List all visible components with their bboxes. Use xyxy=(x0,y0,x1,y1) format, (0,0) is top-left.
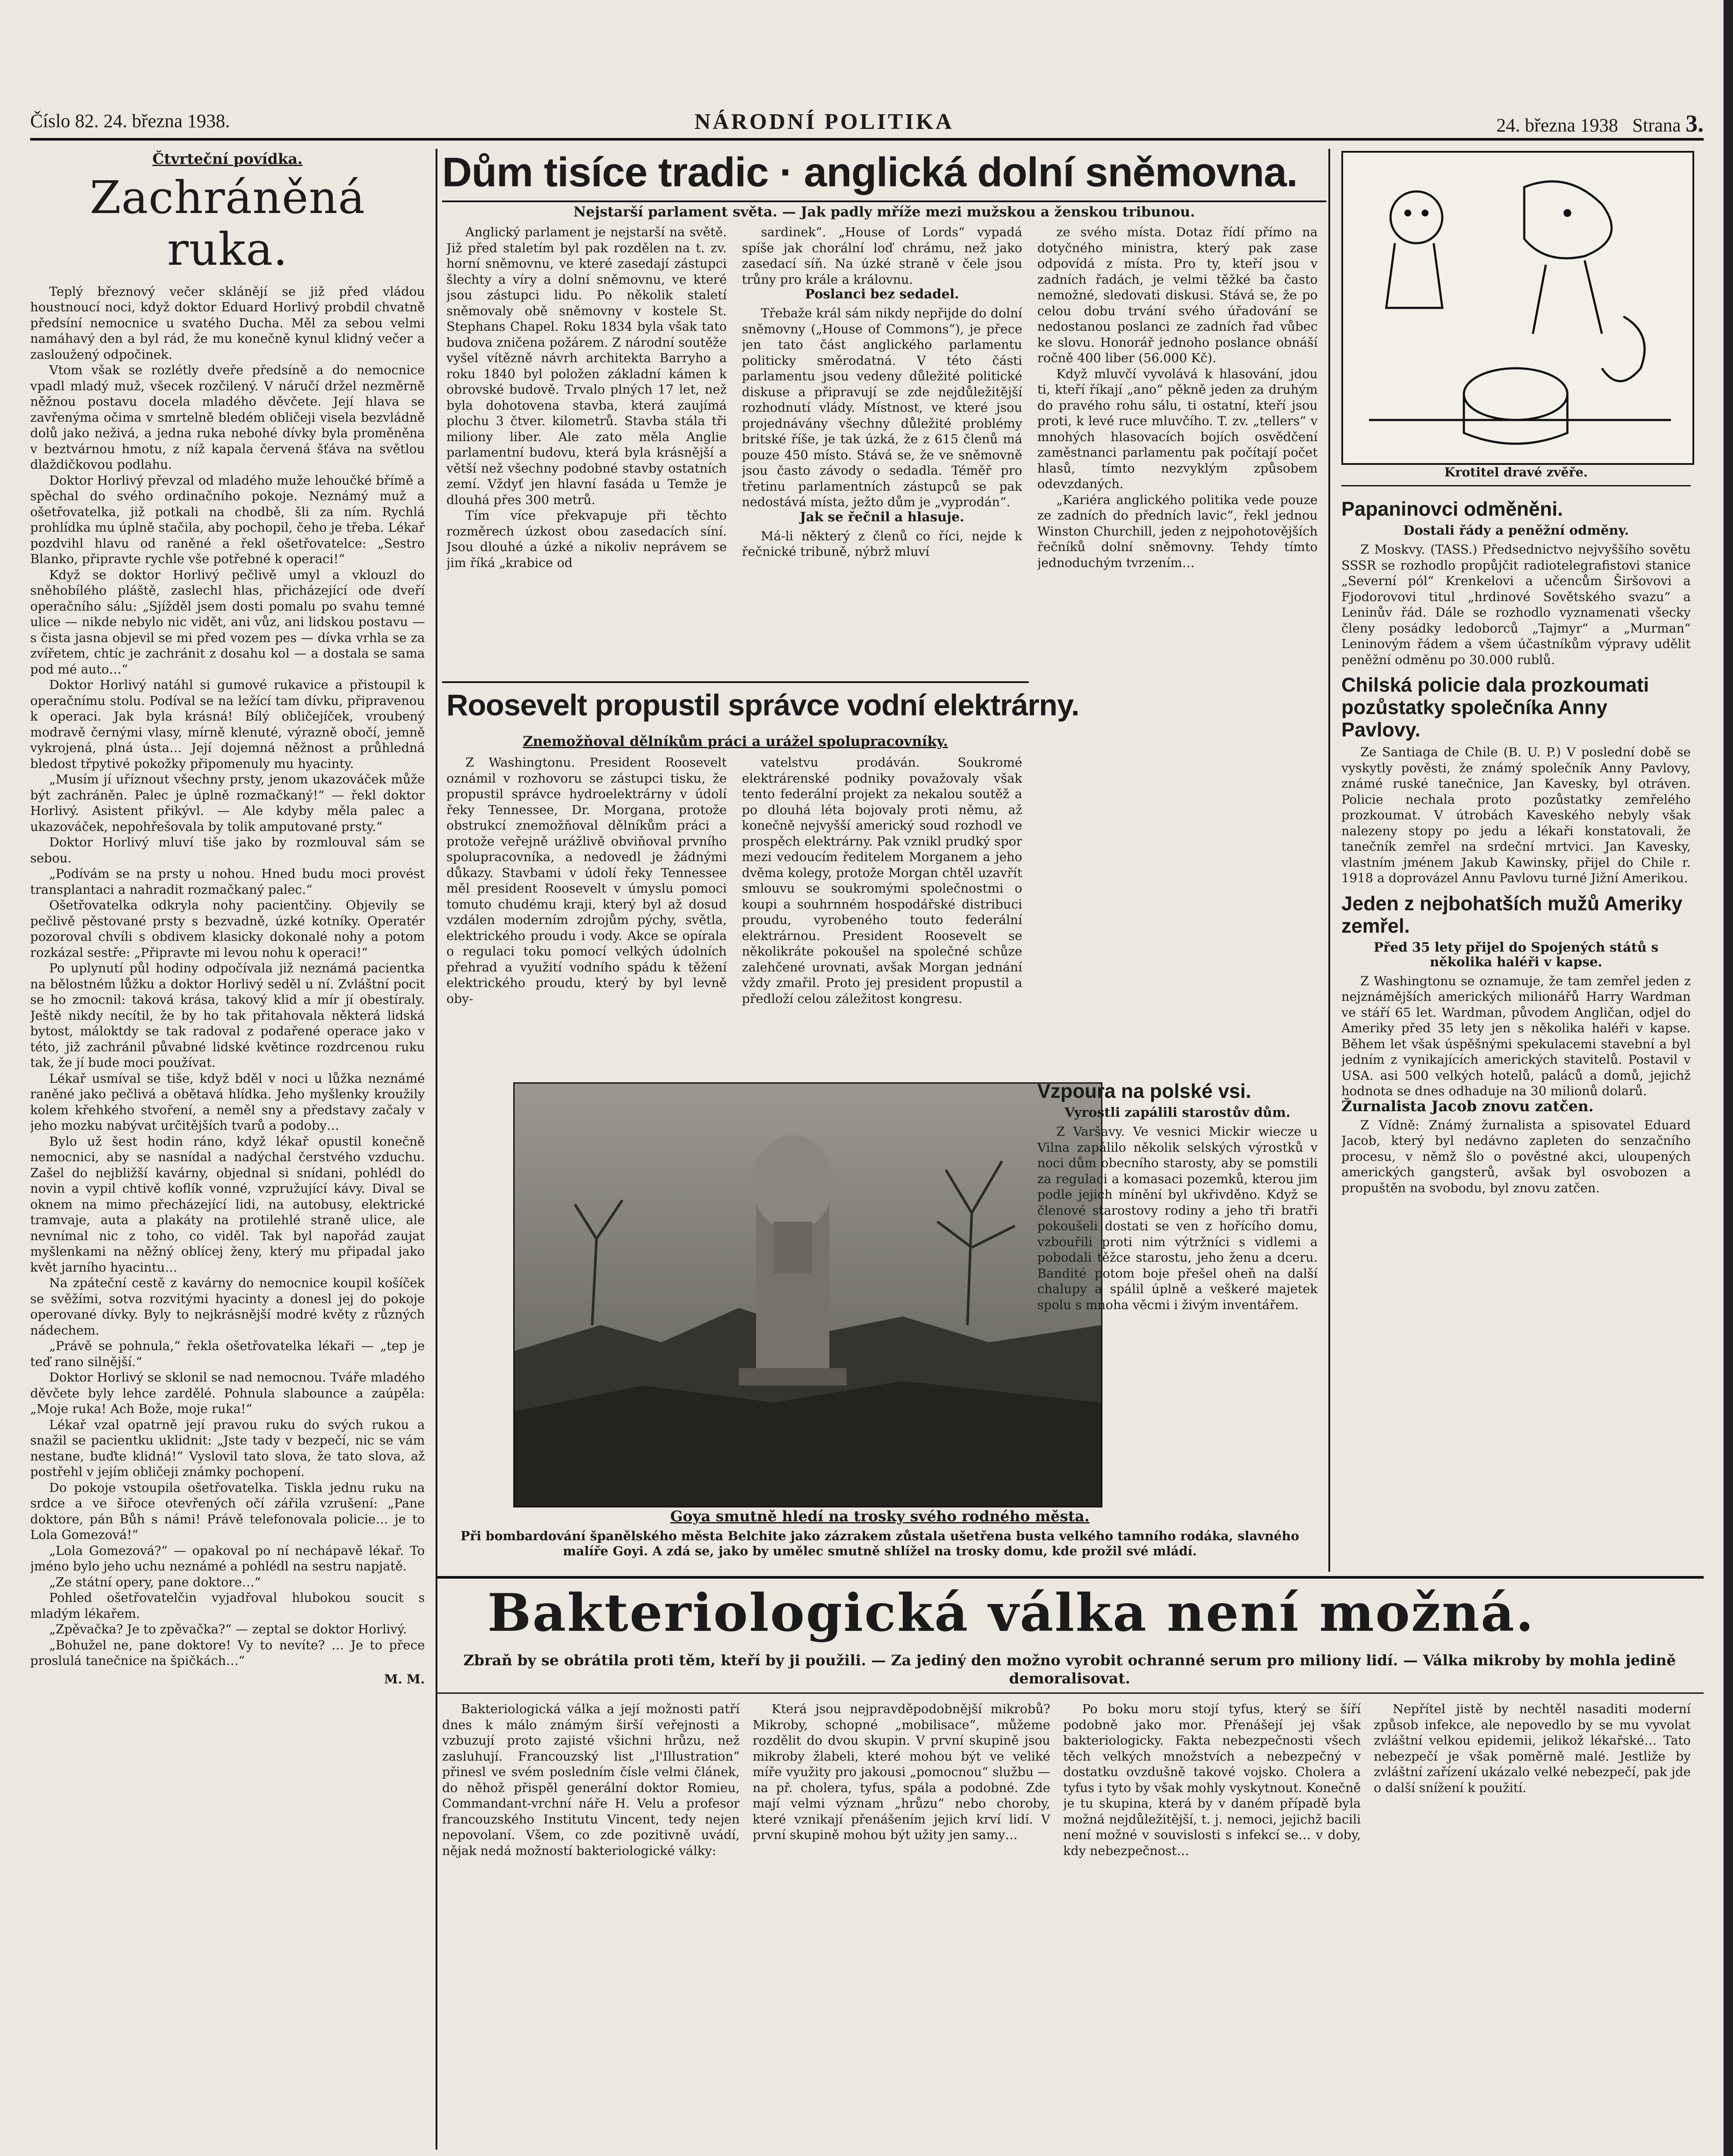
cartoon-frame xyxy=(1341,151,1694,465)
bacteria-col-4 xyxy=(1374,1701,1691,2145)
jacob-headline: Žurnalista Jacob znovu zatčen. xyxy=(1341,1097,1594,1115)
story-paragraph: Lékař usmíval se tiše, když bděl v noci u lůžka neznámé raněné jako pečlivá a obětavá hlídka. Jeho myšlenky kroužily kolem křehkého stvoření, a neměl sny a představy začaly v jeho mozku nabývat určitějších tvarů a podoby… xyxy=(30,1071,425,1133)
column-rule-2 xyxy=(1328,149,1330,1572)
story-kicker: Čtvrteční povídka. xyxy=(152,150,303,168)
cartoon-rule xyxy=(1341,485,1691,486)
papanin-text: Z Moskvy. (TASS.) Předsednictvo nejvyššího sovětu SSSR se rozhodlo propůjčit radiotelegrafistovi stanice „Severní pól“ Krenkelovi a učencům Širšovovi a Fjodorovovi titul „hrdinové Sovětského svazu“ a Leninův řád. Dále se rozhodlo vyznamenati všecky členy posádky ledoborců „Tajmyr“ a „Murman“ Leninovým řádem a všem účastníkům výpravy udělit peněžní odměnu po 30.000 rublů. xyxy=(1341,542,1691,667)
bacteria-rule-top xyxy=(436,1576,1704,1579)
photo-illustration xyxy=(515,1084,1101,1506)
photo-caption-body: Při bombardování španělského města Belchite jako zázrakem zůstala ušetřena busta velkého tamního rodáka, slavného malíře Goyi. A zdá se, jako by umělec smutně shlížel na trosky domu, kde prožil své mládí. xyxy=(460,1529,1300,1558)
vzpoura-subhead: Vyrostli zapálili starostův dům. xyxy=(1064,1105,1290,1120)
header-rule xyxy=(30,138,1704,141)
roosevelt-paragraph: vatelstvu prodáván. Soukromé elektrárenské podniky považovaly však tento federální projekt za nekalou soutěž a po dlouhá léta bojovaly proti němu, až konečně nejvyšší americký soud rozhodl ve prospěch elektrárny. Pak vznikl prudký spor mezi vedoucím ředitelem Morganem a jeho dvěma kolegy, protože Morgan chtěl uzavřít smlouvu se soukromými společnostmi o koupi a souhrnném hospodářské distribuci proudu, vyrobeného touto federální elektrárnou. President Roosevelt se několikráte pokoušel na společné schůze zalehčené urovnati, avšak Morgan jednání vždy zmařil. Proto jej president propustil a předloží celou záležitost kongresu. xyxy=(742,755,1022,1006)
paper-name: NÁRODNÍ POLITIKA xyxy=(694,110,954,134)
vzpoura-column xyxy=(1037,1074,1318,1570)
right-column xyxy=(1341,492,1691,1570)
story-paragraph: „Lola Gomezová?“ — opakoval po ní nechápavě lékař. To jméno bylo jeho uchu neznámé a pohlédl na sestru napjatě. xyxy=(30,1543,425,1573)
commons-paragraph: Anglický parlament je nejstarší na světě. Již před staletím byl pak rozdělen na t. zv. horní sněmovnu, ve které zasedají zástupci šlechty a víry a dolní sněmovnu, ve které jsou zástupci lidu. Po několik staletí sněmovaly obě sněmovny v kostele St. Stephans Chapel. Roku 1834 byla však tato budova zničena požárem. Z národní soutěže vyšel vítězně návrh architekta Barryho a roku 1840 byl položen základní kámen k obrovské budově. Trvalo plných 17 let, než byla dohotovena stavba, která zaujímá plochu 3 čtver. kilometrů. Stavba stála tři miliony liber. Ale zato měla Anglie parlamentní budovu, která byla krásnější a větší než všechny podobné stavby ostatních zemí. Vždyť jen hlavní fasáda u Temže je dlouhá přes 300 metrů. xyxy=(446,225,727,507)
chile-text: Ze Santiaga de Chile (B. U. P.) V poslední době se vyskytly pověsti, že známý společník Anny Pavlovy, známé ruské tanečnice, Jan Kavesky, byl otráven. Policie nechala proto pozůstatky zemřelého prozkoumat. V útrobách Kaveského nebyly však nalezeny stopy po jedu a lékaři konstatovali, že tanečník zemřel na srdeční mrtvici. Jan Kavesky, vlastním jménem Jakub Kawinsky, přijel do Chile r. 1918 a doprovázel Annu Pavlovu turné Jižní Amerikou. xyxy=(1341,745,1691,885)
commons-col-1 xyxy=(446,224,727,677)
story-paragraph: „Bohužel ne, pane doktore! Vy to nevíte? … Je to přece proslulá tanečnice na špičkách…“ xyxy=(30,1637,425,1668)
bacteria-col-2 xyxy=(753,1701,1050,2145)
story-paragraph: Když se doktor Horlivý pečlivě umyl a vklouzl do sněhobílého pláště, zaslechl hlas, přicházející ode dveří operačního sálu: „Sjížděl jsem dosti pomalu po svahu temné ulice — nikde nebylo nic vidět, ani vůz, ani lidskou postavu — s čista jasna objevil se mi před vozem pes — dívka vrhla se za zvířetem, chtíc je zachránit z dosahu kol — a dostala se sama pod mé auto…“ xyxy=(30,567,425,677)
commons-section-head: Poslanci bez sedadel. xyxy=(805,287,959,302)
column-rule-1 xyxy=(436,149,437,2150)
bacteria-col-3 xyxy=(1063,1701,1361,2145)
roosevelt-paragraph: Z Washingtonu. President Roosevelt oznámil v rozhovoru se zástupci tisku, že propustil správce hydroelektrárny v údolí řeky Tennessee, Dr. Morgana, protože obstrukcí znemožňoval dělníkům práci a protože veřejně urážlivě obviňoval prvního spolupracovníka, a nedovedl je žádnými důkazy. Stavbami v údolí řeky Tennessee měl president Roosevelt v úmyslu pomoci tomuto chudému kraji, který byl až dosud vzdálen moderním zdrojům pýchy, světla, elektrického proudu i vody. Akce se opírala o regulaci toku pomocí velkých údolních přehrad a využití vodního spádu k těžení elektrického proudu, který by byl levně oby- xyxy=(446,755,727,1006)
story-column xyxy=(30,149,425,2150)
commons-rule xyxy=(442,201,1326,202)
goya-photo xyxy=(513,1082,1102,1507)
story-paragraph: Bylo už šest hodin ráno, když lékař opustil konečně nemocnici, aby se nasnídal a nadýchal čerstvého vzduchu. Zašel do nejbližší kavárny, objednal si snídani, pohlédl do novin a vypil chtivě koflík vonné, vzpružující kávy. Dival se oknem na mimo přecházející lidi, na autobusy, elektrické tramvaje, auta a plakáty na protilehlé straně ulice, ale nevnímal nic z toho, co viděl. Tak byl napořád zaujat myšlenkami na něžný oblícej ženy, který mu připadal jako květ jarního hyacintu… xyxy=(30,1134,425,1275)
story-paragraph: Pohled ošetřovatelčin vyjadřoval hlubokou soucit s mladým lékařem. xyxy=(30,1590,425,1621)
papanin-subhead: Dostali řády a peněžní odměny. xyxy=(1403,523,1629,538)
bacteria-paragraph: Po boku moru stojí tyfus, který se šíří podobně jako mor. Přenášejí jej však bakteriologicky. Fakta nebezpečnosti všech těch velkých množstvích a nebezpečný v dostatku ovzdušně takové vojsko. Cholera a tyfus i tyto by však mohly vyskytnout. Konečně je tu skupina, která by v daném případě byla možná nejdůležitější, t. j. nemoci, jejichž bacili není možné v souvislosti s infekcí se… v doby, kdy nebezpečnost… xyxy=(1063,1702,1361,1858)
vzpoura-text: Z Varšavy. Ve vesnici Mickir wiecze u Vilna zapálilo několik selských výrostků v noci dům obecního starosty, aby se pomstili za regulaci a komasaci pozemků, kterou jim podle jejich mínění byl ukřivděno. Když se členové starostovy rodiny a jeho tři bratři pokoušeli dostati se ven z hořícího domu, vzbouřili proti nim výtržníci s vidlemi a pobodali těžce starostu, jeho ženu a dceru. Bandité potom boje přešel oheň na další chalupy a spálil úplně a veškeré majetek spolu s mnoha věcmi i živým inventářem. xyxy=(1037,1124,1318,1312)
roosevelt-rule xyxy=(442,681,1029,683)
bacteria-subhead: Zbraň by se obrátila proti těm, kteří by ji použili. — Za jediný den možno vyrobit ochranné serum pro miliony lidí. — Válka mikroby by mohla jedině demoralisovat. xyxy=(463,1652,1676,1687)
papanin-headline: Papaninovci odměněni. xyxy=(1341,498,1563,520)
masthead-line xyxy=(30,110,1704,140)
commons-col-2 xyxy=(742,224,1022,677)
story-paragraph: Na zpáteční cestě z kavárny do nemocnice koupil košíček se svěžími, sotva rozvitými hyacinty a donesl jej do pokoje operované dívky. Byly to nejkrásnější modré květy z různých nádechem. xyxy=(30,1275,425,1338)
jacob-text: Z Vídně: Známý žurnalista a spisovatel Eduard Jacob, který byl nedávno zapleten do senzačního procesu, v němž šlo o pověstné akci, uloupených amerických gangsterů, avšak byl osvobozen a propuštěn na svobodu, byl znovu zatčen. xyxy=(1341,1117,1691,1195)
story-paragraph: Doktor Horlivý převzal od mladého muže lehoučké břímě a spěchal do svého ordinačního pokoje. Neznámý muž a ošetřovatelka, již potkali na chodbě, šli za ním. Rychlá prohlídka mu úplně stačila, aby pochopil, čeho je třeba. Lékař pozdvihl hlavu od raněné a řekl ošetřovatelce: „Sestro Blanko, připravte rychle vše potřebné k operaci!“ xyxy=(30,473,425,566)
story-paragraph: Doktor Horlivý natáhl si gumové rukavice a přistoupil k operačnímu stolu. Podíval se na ležící tam dívku, připravenou k operaci. Jak byla krásná! Bílý obličejíček, vroubený modravě černými vlasy, mírně klenuté, výrazně obočí, jemně vykrojená, plná ústa… Její dojemná něžnost a průhledná bledost třpytivé pokožky připomenuly mu hyacinty. xyxy=(30,677,425,771)
story-paragraph: Do pokoje vstoupila ošetřovatelka. Tiskla jednu ruku na srdce a ve šiřoce otevřených očí zářila vzrušení: „Pane doktore, pán Bůh s námi! Právě telefonovala policie… je to Lola Gomezová!“ xyxy=(30,1480,425,1542)
photo-caption-title: Goya smutně hledí na trosky svého rodného města. xyxy=(670,1508,1090,1525)
commons-paragraph: ze svého místa. Dotaz řídí přímo na dotyčného ministra, který pak zase odpovídá z místa. Pro ty, kteří jsou v zadních řadách, je velmi těžké ba často nemožné, sledovati diskusi. Stává se, že po celou dobu trvání svého úřadování se nedostanou poslanci ze zadních řad vůbec ke slovu. Honorář jednoho poslance obnáší ročně 400 liber (56.000 Kč). xyxy=(1037,225,1318,365)
bacteria-headline: Bakteriologická válka není možná. xyxy=(487,1583,1535,1643)
story-paragraph: Doktor Horlivý se sklonil se nad nemocnou. Tváře mladého děvčete byly lehce zardělé. Pohnula slabounce a zaúpěla: „Moje ruka! Ach Bože, moje ruka!“ xyxy=(30,1370,425,1416)
bacteria-col-1 xyxy=(442,1701,740,2145)
chile-headline: Chilská policie dala prozkoumati pozůstatky společníka Anny Pavlovy. xyxy=(1341,674,1649,741)
roosevelt-subhead: Znemožňoval dělníkům práci a urážel spolupracovníky. xyxy=(523,733,948,749)
commons-paragraph: Třebaže král sám nikdy nepřijde do dolní sněmovny („House of Commons“), je přece jen tato část anglického parlamentu politicky směrodatná. V této části parlamentu jsou vedeny důležité politické diskuse a připravují se zde nejdůležitější rozhodnutí vlády. Místnost, ve které jsou projednávány všechny důležité problémy britské říše, je tak úzká, že z 615 členů má pouze 450 místo. Stává se, že ve sněmovně jsou často závody o sedadla. Téměř pro třetinu parlamentních zástupců se pak nedostává místa, ježto dům je „vyprodán“. xyxy=(742,306,1022,509)
story-signature: M. M. xyxy=(384,1671,425,1686)
page-indicator xyxy=(1496,110,1704,138)
wardman-subhead: Před 35 lety přijel do Spojených států s několika haléři v kapse. xyxy=(1373,940,1659,970)
wardman-headline: Jeden z nejbohatších mužů Ameriky zemřel. xyxy=(1341,892,1683,937)
bacteria-paragraph: Která jsou nejpravděpodobnější mikrobů? Mikroby, schopné „mobilisace“, můžeme rozdělit do dvou skupin. V první skupině jsou mikroby žlabeli, které mohou být ve veliké míře využity pro jakousi „pomocnou“ službu — na př. cholera, tyfus, spála a podobné. Zde mají velmi význam „hrůzu“ nebo choroby, které vznikají přenášením jejich krví lidí. V první skupině mohou být užity jen samy… xyxy=(753,1702,1050,1842)
commons-paragraph: sardinek“. „House of Lords“ vypadá spíše jak chorální loď chrámu, než jako zasedací síň. Na úzké straně v čele jsou trůny pro krále a královnu. xyxy=(742,225,1022,287)
commons-paragraph: „Kariéra anglického politika vede pouze ze zadních do předních lavic“, řekl jednou Winston Churchill, jeden z nejpohotovějších řečníků dolní sněmovny. Tehdy tímto jednoduchým tvrzením… xyxy=(1037,492,1318,570)
commons-paragraph: Tím více překvapuje při těchto rozměrech úzkost obou zasedacích síní. Jsou dlouhé a úzké a nikoliv neprávem se jim říká „krabice od xyxy=(446,508,727,570)
page-number: 3. xyxy=(1686,110,1704,137)
story-paragraph: Po uplynutí půl hodiny odpočívala již neznámá pacientka na bělostném lůžku a doktor Horlivý seděl u ní. Zvláštní pocit se ho zmocnil: taková krása, takový klid a mír jí obestíraly. Ještě nikdy necítil, že by ho tak přitahovala některá lidská bytost, máloktdy se tak radoval z podařené operace jako v této, již zachránil půvabné lidské květince rozdrcenou ruku tak, že jí bude moci používat. xyxy=(30,961,425,1070)
page-label: Strana xyxy=(1632,115,1681,136)
bacteria-paragraph: Nepřítel jistě by nechtěl nasaditi moderní způsob infekce, ale nepovedlo by se mu vyvolat zvláštní velkou epidemii, jelikož lékařské… Tato nebezpečí je však poměrně malé. Jestliže by zvláštní zařízení ukázalo velké nebezpečí, pak jde o další snížení k použití. xyxy=(1374,1702,1691,1795)
story-paragraph: „Ze státní opery, pane doktore…“ xyxy=(49,1574,261,1589)
roosevelt-col-2 xyxy=(742,755,1022,1082)
commons-section-head: Jak se řečnil a hlasuje. xyxy=(800,509,964,525)
story-paragraph: „Podívám se na prsty u nohou. Hned budu moci provést transplantaci a nahradit rozmačkaný palec.“ xyxy=(30,866,425,897)
roosevelt-col-1 xyxy=(446,755,727,1082)
story-paragraph: „Zpěvačka? Je to zpěvačka?“ — zeptal se doktor Horlivý. xyxy=(49,1622,407,1636)
story-paragraph: Lékař vzal opatrně její pravou ruku do svých rukou a snažil se pacientku uklidnit: „Jste tady v bezpečí, nic se vám nestane, buďte klidná!“ Vyslovil tato slova, že tato slova, až postřehl v jejím obličeji známky pochopení. xyxy=(30,1417,425,1479)
bacteria-rule-sub xyxy=(436,1692,1704,1694)
commons-paragraph: Má-li některý z členů co říci, nejde k řečnické tribuně, nýbrž mluví xyxy=(742,528,1022,559)
story-paragraph: Ošetřovatelka odkryla nohy pacientčiny. Objevily se pečlivě pěstované prsty s bezvadně, úzké kotníky. Operatér pozoroval chvíli s obdivem klasicky dokonalé nohy a potom rozkázal sestře: „Připravte mi levou nohu k operaci!“ xyxy=(30,898,425,960)
wardman-text: Z Washingtonu se oznamuje, že tam zemřel jeden z nejznámějších amerických milionářů Harry Wardman ve stáří 65 let. Wardman, původem Angličan, odjel do Ameriky před 35 lety jen s několika haléři v kapse. Během let však úspěšnými spekulacemi stavební a byl jedním z vynikajících amerických stavitelů. Postavil v USA. asi 500 velkých hotelů, paláců a domů, jejichž hodnota se dnes odhaduje na 30 milionů dolarů. xyxy=(1341,973,1691,1098)
header-date: 24. března 1938 xyxy=(1496,115,1618,136)
bacteria-paragraph: Bakteriologická válka a její možnosti patří dnes k málo známým širší veřejnosti a vzbuzují proto zajisté všichni hrůzu, než zasluhují. Francouzský list „l'Illustration“ přinesl ve svém posledním čísle velmi článek, do něhož přispěl generální doktor Romieu, Commandant-vrchní náře H. Velu a profesor francouzského Institutu Vincent, tedy nejen nepovolaní. Všem, co zde pozitivně uvádí, nějak nedá možností bakteriologické války: xyxy=(442,1702,740,1858)
cartoon-caption: Krotitel dravé zvěře. xyxy=(1444,465,1588,479)
story-title: Zachráněná ruka. xyxy=(90,171,365,276)
commons-subhead: Nejstarší parlament světa. — Jak padly mříže mezi mužskou a ženskou tribunou. xyxy=(573,204,1195,220)
roosevelt-headline: Roosevelt propustil správce vodní elektrárny. xyxy=(446,688,1079,722)
story-paragraph: „Musím jí uříznout všechny prsty, jenom ukazováček může být zachráněn. Palec je úplně rozmačkaný!“ — řekl doktor Horlivý. Asistent přikývl. — Ale kdyby měla palec a ukazováček, nepohřešovala by tolik amputované prsty.“ xyxy=(30,772,425,834)
issue-number: Číslo 82. 24. března 1938. xyxy=(30,110,230,132)
commons-paragraph: Když mluvčí vyvolává k hlasování, jdou ti, kteří říkají „ano“ pěkně jeden za druhým do pravého rohu sálu, ti ostatní, kteří jsou proti, k levé ruce mluvčího. T. zv. „tellers“ v mnohých hlasovacích bojích osvědčení zaměstnanci parlamentu pak počítají počet hlasů, tímto nezvyklým způsobem odevzdaných. xyxy=(1037,366,1318,491)
story-paragraph: Vtom však se rozlétly dveře předsíně a do nemocnice vpadl mladý muž, všecek rozčilený. V náručí držel nezměrně něžnou postavu docela mladého děvčete. Její hlava se zavřenýma očima v smrtelně bledém obličeji visela bezvládně dolů jako neživá, a jedna ruka nebohé dívky byla proměněna v beztvárnou hmotu, z níž kapala červená šťáva na světlou dlaždičkovou podlahu. xyxy=(30,363,425,472)
commons-headline: Dům tisíce tradic · anglická dolní sněmovna. xyxy=(442,149,1298,195)
vzpoura-headline: Vzpoura na polské vsi. xyxy=(1037,1080,1251,1102)
story-paragraph: „Právě se pohnula,“ řekla ošetřovatelka lékaři — „tep je teď rano silnější.“ xyxy=(30,1338,425,1369)
commons-col-3 xyxy=(1037,224,1318,1069)
cartoon-illustration xyxy=(1343,153,1692,463)
story-paragraph: Doktor Horlivý mluví tiše jako by rozmlouval sám se sebou. xyxy=(30,835,425,865)
scan-edge xyxy=(1724,0,1733,2156)
story-paragraph: Teplý březnový večer sklánějí se již před vládou houstnoucí noci, když doktor Eduard Horlivý probdil chvatně předsíní nemocnice u svatého Ducha. Měl za sebou velmi namáhavý den a byl rád, že mu konečně kynul klidný večer a zasloužený odpočinek. xyxy=(30,284,425,362)
